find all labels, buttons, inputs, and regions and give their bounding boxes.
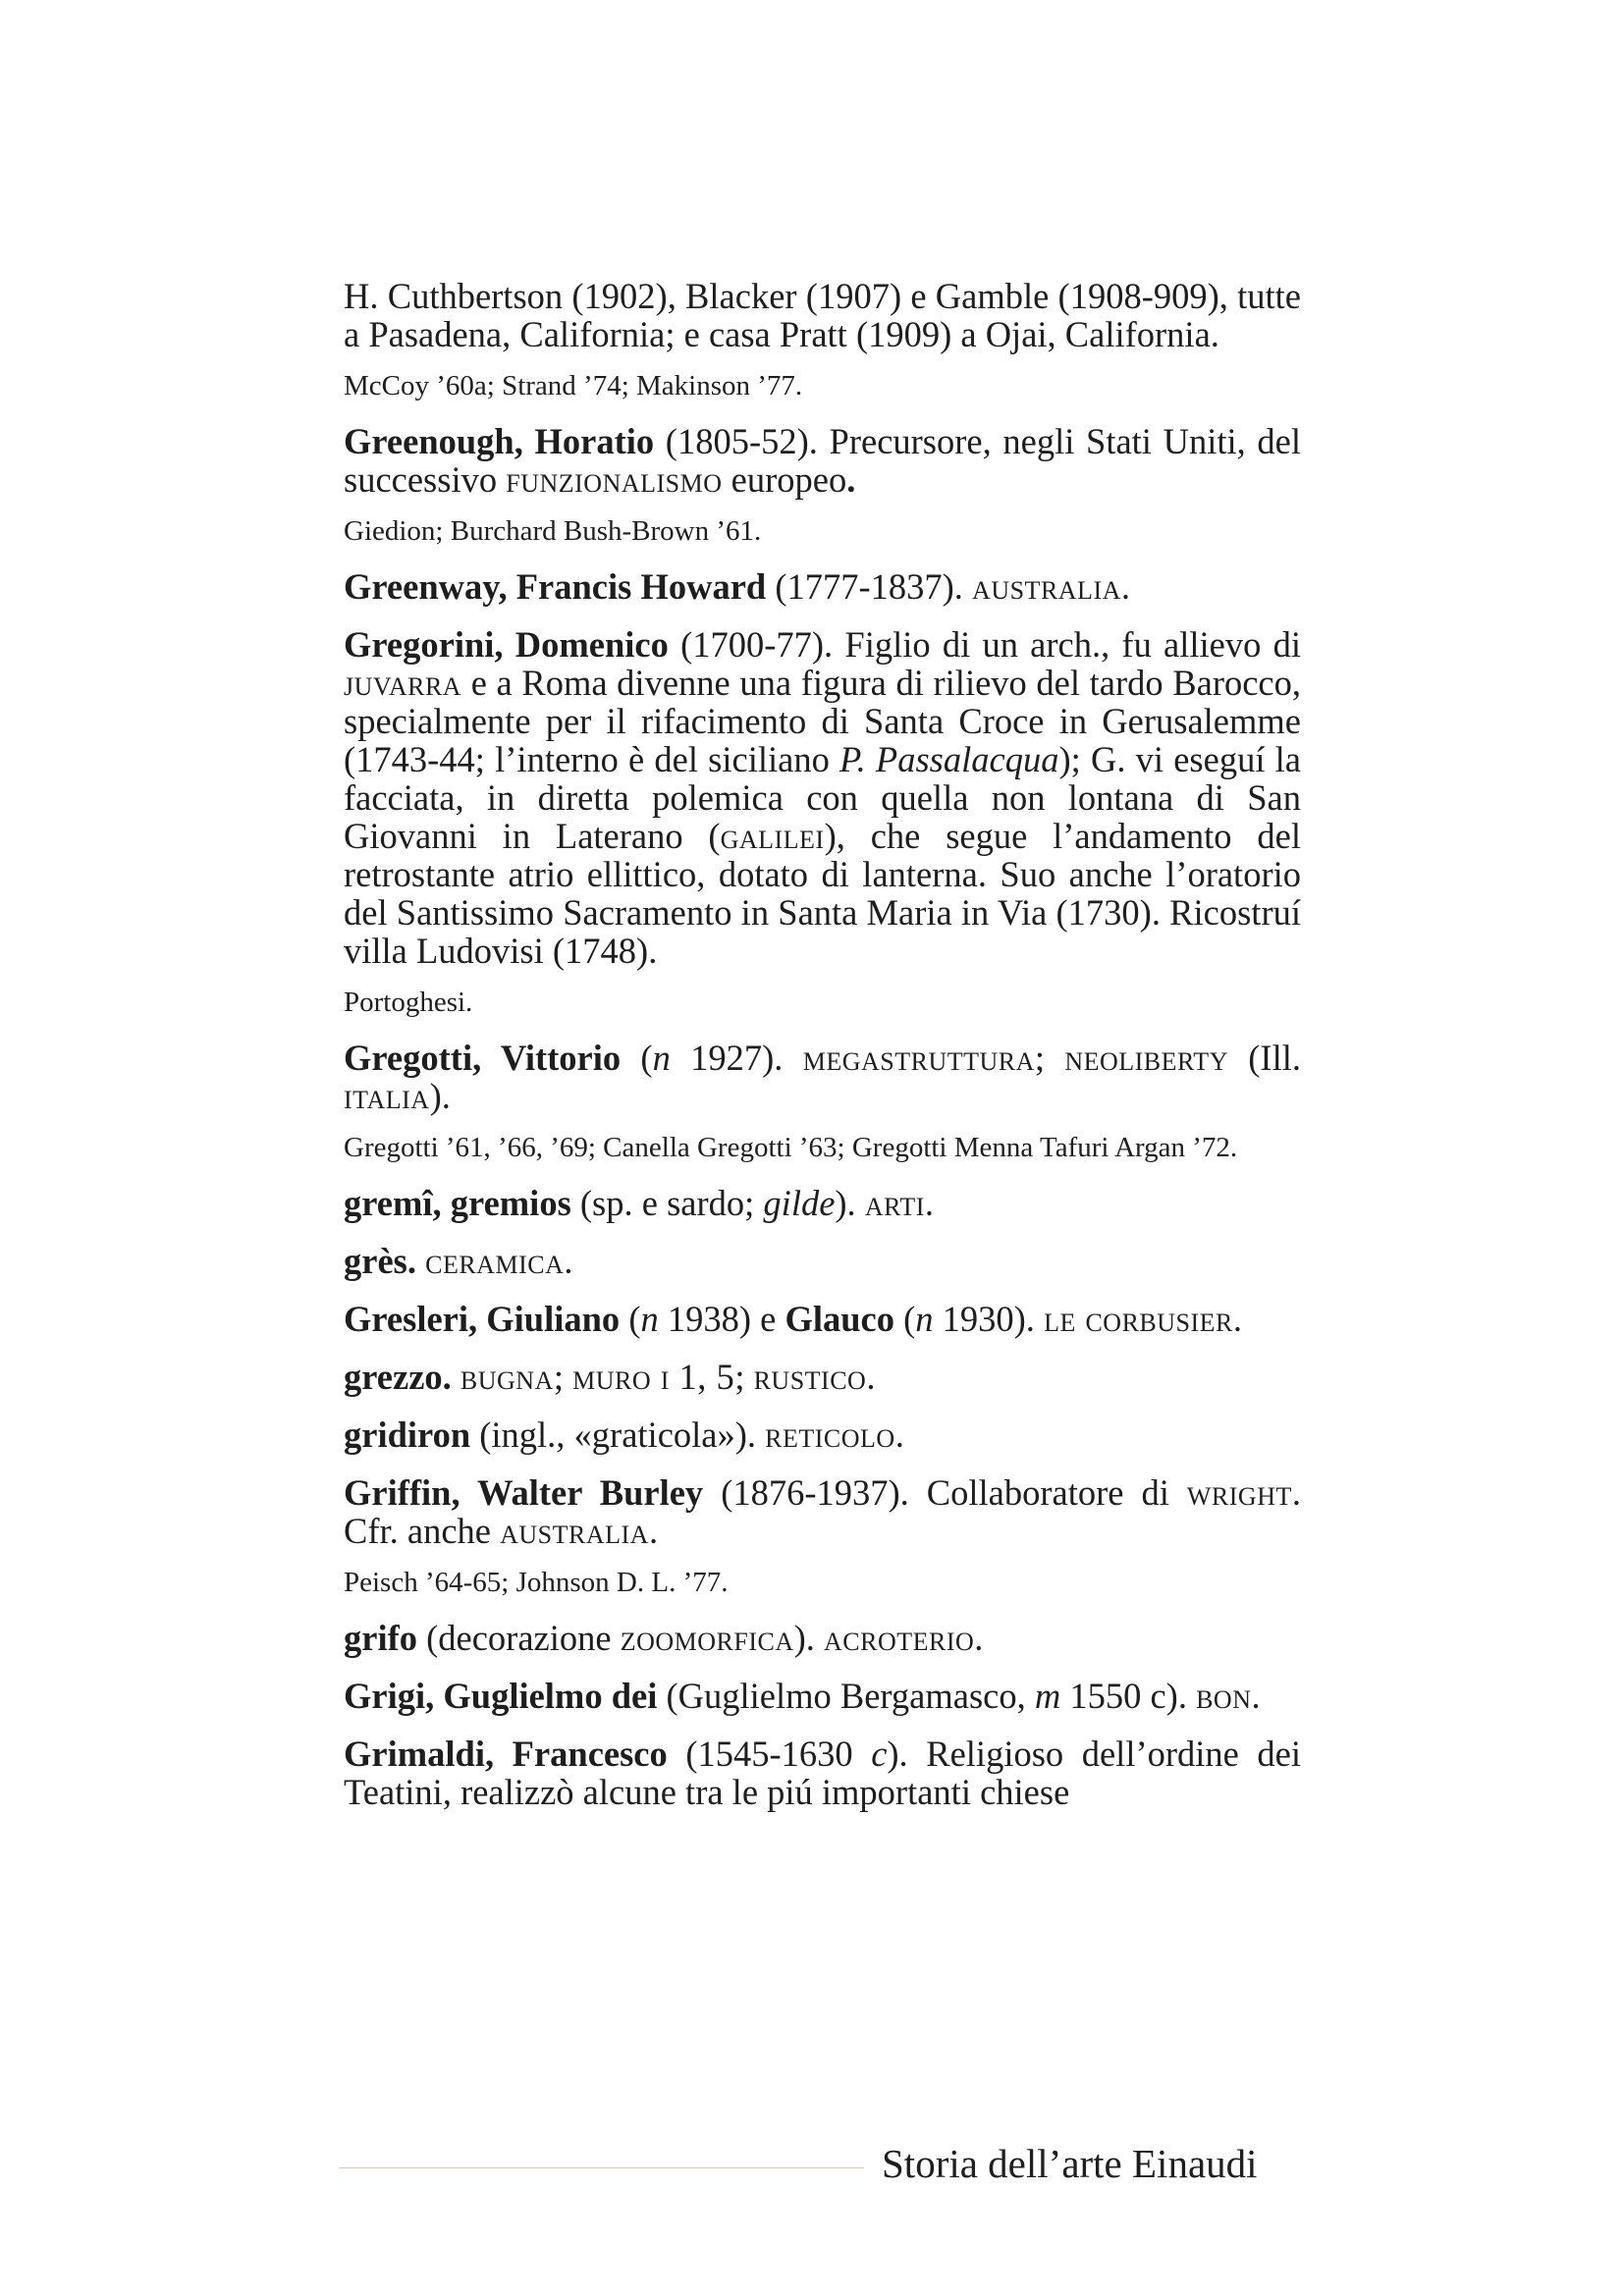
dictionary-entry <box>344 1039 1301 1115</box>
bibliography-reference: Peisch ’64-65; Johnson D. L. ’77. <box>344 1567 729 1598</box>
entry-headword: Glauco <box>784 1299 894 1339</box>
cross-reference: galilei <box>720 816 825 856</box>
italic-text: P. Passalacqua <box>839 739 1059 779</box>
cross-reference: zoomorfica <box>620 1618 794 1658</box>
cross-reference: muro i 1, 5 <box>572 1357 735 1397</box>
entry-text: (1545-1630 <box>667 1734 872 1774</box>
entry-text: ; <box>553 1357 573 1397</box>
cross-reference: bon. <box>1196 1676 1262 1716</box>
cross-reference: australia. <box>500 1511 659 1551</box>
italic-text: m <box>1034 1676 1061 1716</box>
entry-text: ( <box>894 1299 916 1339</box>
entry-text: ). <box>429 1076 451 1116</box>
entry-text: ). Religioso dell’ordine dei Teatini, realizzò alcune tra le piú importanti chiese <box>344 1734 1302 1812</box>
entry-text: ; <box>1034 1038 1065 1078</box>
italic-text: c <box>871 1734 888 1774</box>
entry-headword: gridiron <box>344 1415 471 1455</box>
entry-text: ). <box>835 1183 865 1223</box>
entry-text: ( <box>621 1038 653 1078</box>
entry-text: (Guglielmo Bergamasco, <box>657 1676 1035 1716</box>
bibliography-reference: Portoghesi. <box>344 987 473 1018</box>
entry-text: ( <box>620 1299 641 1339</box>
italic-text: n <box>640 1299 659 1339</box>
cross-reference: italia <box>344 1076 430 1116</box>
entry-headword: Gresleri, Giuliano <box>344 1299 621 1339</box>
entry-headword: Greenway, Francis Howard <box>344 566 767 607</box>
entry-headword: Grimaldi, Francesco <box>344 1734 668 1774</box>
cross-reference: wright <box>1186 1472 1292 1513</box>
entry-headword: Grigi, Guglielmo dei <box>344 1676 658 1716</box>
entry-text: 1930). <box>933 1299 1045 1339</box>
bibliography-reference: Giedion; Burchard Bush-Brown ’61. <box>344 515 762 547</box>
entry-text: (1805-52). Precursore, negli Stati Uniti, del successivo <box>344 421 1302 500</box>
cross-reference: rustico. <box>753 1357 876 1397</box>
entry-text: H. Cuthbertson (1902), Blacker (1907) e Gamble (1908-909), tutte a Pasadena, California; e casa Pratt (1909) a Ojai, California. <box>344 276 1301 354</box>
dictionary-entry <box>344 1242 1301 1280</box>
entry-text: ), che segue l’andamento del retrostante atrio ellittico, dotato di lanterna. Suo anche l’oratorio del Santissimo Sacramento in Santa Maria in Via (1730). Ricostruí villa Ludovisi (1748). <box>344 816 1301 971</box>
entry-text: (1876-1937). Collaboratore di <box>703 1472 1187 1513</box>
cross-reference: juvarra <box>344 663 462 703</box>
entry-headword: Gregorini, Domenico <box>344 624 669 665</box>
dictionary-entry <box>344 1184 1301 1222</box>
entry-text: (1700-77). Figlio di un arch., fu allievo di <box>668 624 1301 665</box>
dictionary-entry <box>344 567 1301 606</box>
entry-text: (1777-1837). <box>766 566 973 607</box>
italic-text: gilde <box>763 1183 836 1223</box>
entry-headword: grifo <box>344 1618 417 1658</box>
entry-headword: gremî, gremios <box>344 1183 571 1223</box>
cross-reference: arti. <box>864 1183 935 1223</box>
dictionary-entry <box>344 277 1301 353</box>
cross-reference: reticolo. <box>765 1415 905 1455</box>
dictionary-entry <box>344 1358 1301 1396</box>
entry-headword: . <box>846 459 856 500</box>
entry-headword: Greenough, Horatio <box>344 421 655 461</box>
entry-text: . Cfr. anche <box>344 1472 1301 1551</box>
footer-rule <box>339 2167 864 2168</box>
dictionary-entry <box>344 1473 1301 1550</box>
entry-headword: Gregotti, Vittorio <box>344 1038 622 1078</box>
italic-text: n <box>652 1038 671 1078</box>
entry-text: europeo <box>722 459 847 500</box>
entry-text: ; <box>734 1357 754 1397</box>
entry-headword: Griffin, Walter Burley <box>344 1472 704 1513</box>
entry-text: (Ill. <box>1227 1038 1301 1078</box>
entry-text <box>452 1357 460 1397</box>
italic-text: n <box>915 1299 934 1339</box>
cross-reference: ceramica. <box>425 1241 573 1281</box>
entry-text: 1938) e <box>658 1299 785 1339</box>
cross-reference: acroterio. <box>824 1618 984 1658</box>
dictionary-entry <box>344 1677 1301 1715</box>
cross-reference: bugna <box>460 1357 554 1397</box>
entry-text: e a Roma divenne una figura di rilievo del tardo Barocco, specialmente per il rifacimento di Santa Croce in Gerusalemme (1743-44; l’interno è del siciliano <box>344 663 1301 779</box>
entry-text: 1550 c). <box>1060 1676 1197 1716</box>
entry-text: 1927). <box>670 1038 803 1078</box>
cross-reference: le corbusier. <box>1044 1299 1243 1339</box>
dictionary-entry <box>344 1619 1301 1657</box>
entry-headword: grès. <box>344 1241 416 1281</box>
dictionary-entry <box>344 1735 1301 1811</box>
bibliography-reference: Gregotti ’61, ’66, ’69; Canella Gregotti ’63; Gregotti Menna Tafuri Argan ’72. <box>344 1132 1238 1163</box>
entry-headword: grezzo. <box>344 1357 452 1397</box>
page-body <box>344 277 1301 1811</box>
entry-text <box>416 1241 425 1281</box>
dictionary-entry <box>344 1415 1301 1454</box>
bibliography-reference: McCoy ’60a; Strand ’74; Makinson ’77. <box>344 370 803 401</box>
footer-title: Storia dell’arte Einaudi <box>882 2141 1258 2186</box>
entry-text: ); G. vi eseguí la facciata, in diretta polemica con quella non lontana di San Giovanni in Laterano ( <box>344 739 1301 856</box>
dictionary-entry <box>344 1300 1301 1338</box>
cross-reference: neoliberty <box>1064 1038 1228 1078</box>
entry-text: (decorazione <box>417 1618 621 1658</box>
cross-reference: australia. <box>972 566 1131 607</box>
entry-text: (sp. e sardo; <box>570 1183 764 1223</box>
entry-text: (ingl., «graticola»). <box>470 1415 766 1455</box>
dictionary-entry <box>344 422 1301 499</box>
entry-text: ). <box>793 1618 825 1658</box>
cross-reference: megastruttura <box>802 1038 1035 1078</box>
cross-reference: funzionalismo <box>506 459 723 500</box>
dictionary-entry <box>344 625 1301 970</box>
